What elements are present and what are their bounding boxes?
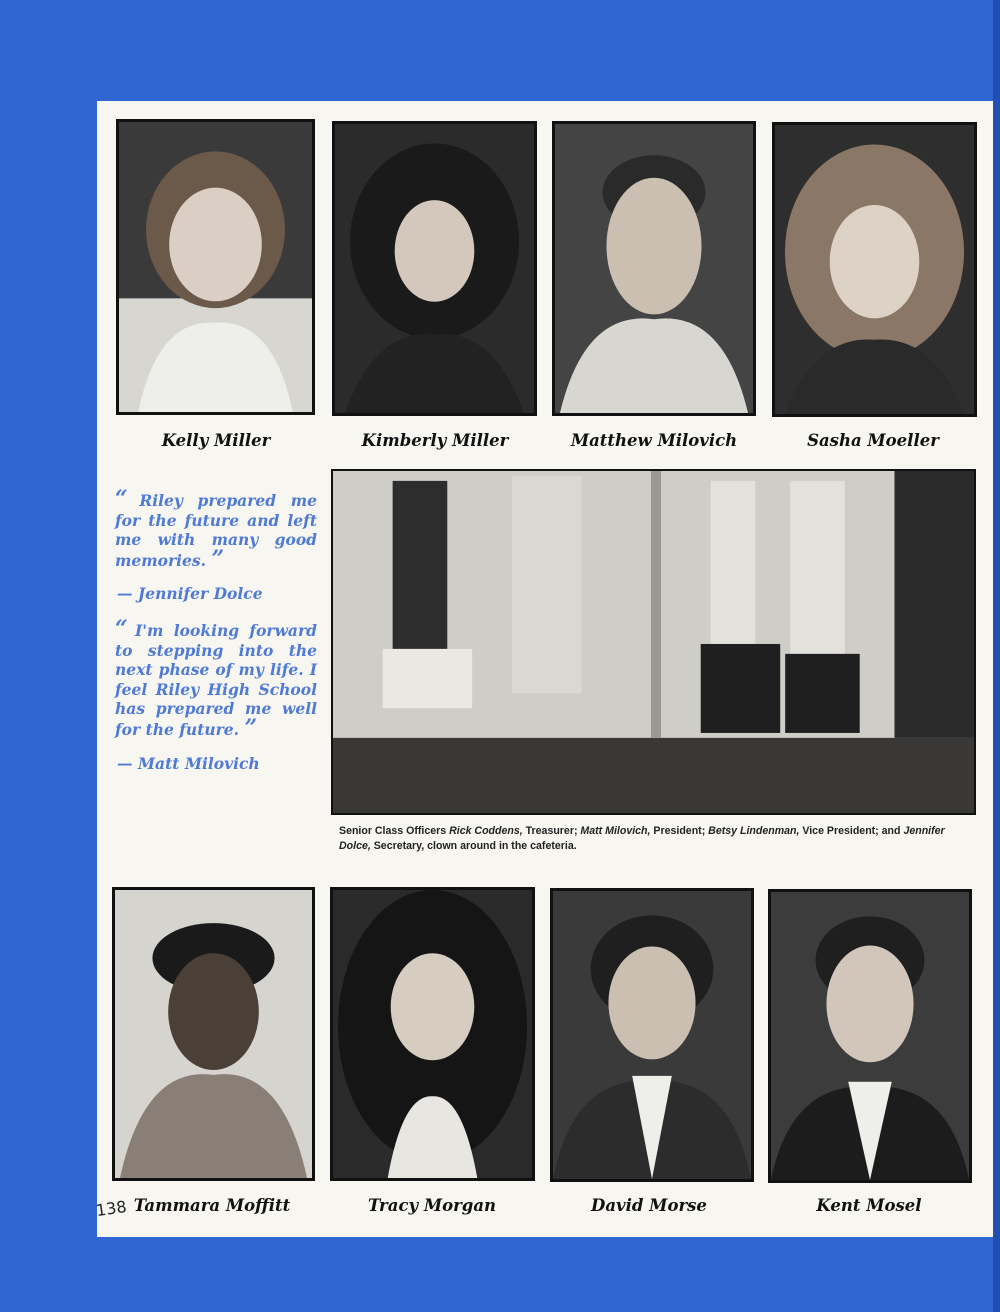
caption-name: Rick Coddens, [449,825,523,837]
quote-2 [115,615,317,741]
quote-text: I'm looking forward to stepping into the next phase of my life. I feel Riley High School has prepared me well for the future. [115,620,317,739]
portrait-matthew-milovich [552,121,756,416]
caption-text: Secretary, clown around in the cafeteria. [370,840,577,852]
caption-text: Treasurer; [522,825,581,837]
portrait-name: Matthew Milovich [570,431,738,450]
caption-name: Betsy Lindenman, [708,825,800,837]
close-quote-icon: ” [211,545,222,572]
page-number: 138 [94,1196,128,1221]
quote-text: Riley prepared me for the future and left me with many good memories. [115,491,317,570]
portrait-name: Tracy Morgan [367,1196,497,1215]
caption-name: Matt Milovich, [580,825,651,837]
portrait-name: David Morse [591,1196,707,1215]
portrait-name: Kimberly Miller [361,431,509,450]
caption-name: Jennifer Dolce, [339,825,945,852]
quote-attribution: — Matt Milovich [117,753,260,773]
quote-attribution: — Jennifer Dolce [117,584,263,604]
quote-1 [115,486,317,572]
open-quote-icon: “ [115,486,125,512]
portrait-kent-mosel [768,889,972,1183]
portrait-name: Sasha Moeller [807,431,939,450]
caption-text: President; [650,825,709,837]
caption-text: Senior Class Officers [339,825,450,837]
portrait-kimberly-miller [332,121,537,416]
portrait-david-morse [550,888,754,1182]
portrait-name: Tammara Moffitt [133,1196,291,1215]
portrait-name: Kent Mosel [816,1196,922,1215]
portrait-sasha-moeller [772,122,977,417]
close-quote-icon: ” [244,714,255,741]
group-photo-senior-officers [331,469,976,815]
quotes-column [115,486,317,789]
portrait-kelly-miller [116,119,315,415]
portrait-tracy-morgan [330,887,535,1181]
page-binding-edge [993,0,1000,1312]
portrait-tammara-moffitt [112,887,315,1181]
portrait-name: Kelly Miller [161,431,271,450]
open-quote-icon: “ [115,615,125,642]
group-photo-caption [339,824,969,854]
caption-text: Vice President; and [799,825,904,837]
